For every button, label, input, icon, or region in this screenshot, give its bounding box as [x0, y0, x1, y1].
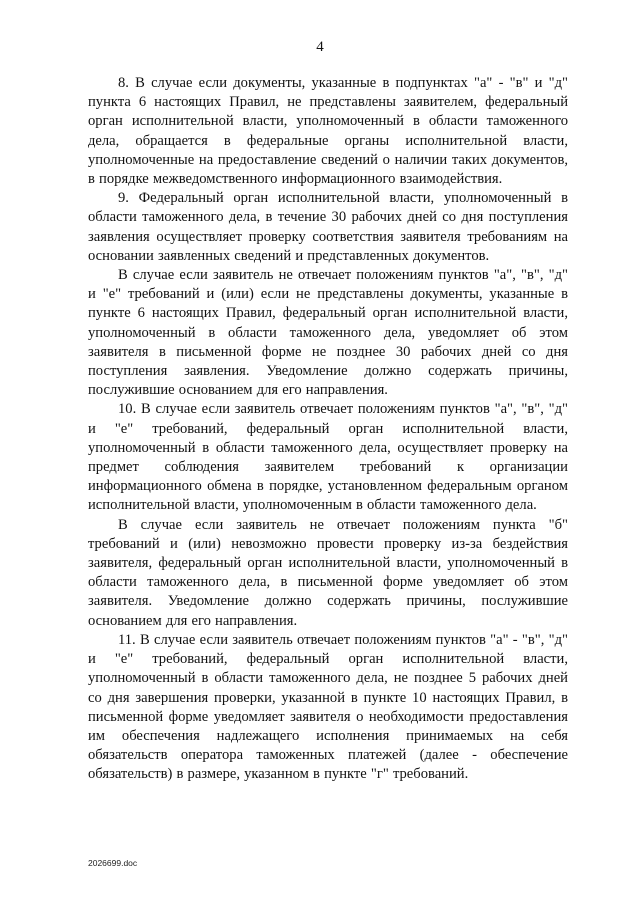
- paragraph-8: 8. В случае если документы, указанные в подпунктах "а" - "в" и "д" пункта 6 настоящих Правил, не представлены заявителем, федеральный орган исполнительной власти, уполномоченный в области таможенного дела, обращается в федеральные органы исполнительной власти, уполномоченные на предоставление сведений о наличии таких документов, в порядке межведомственного информационного взаимодействия.: [88, 75, 568, 188]
- file-name-footer: 2026699.doc: [88, 858, 138, 868]
- paragraph-9-notice: В случае если заявитель не отвечает положениям пунктов "а", "в", "д" и "е" требований и (или) если не представлены документы, указанные в пункте 6 настоящих Правил, федеральный орган исполнительной власти, уполномоченный в области таможенного дела, уведомляет об этом заявителя в письменной форме не позднее 30 рабочих дней со дня поступления заявления. Уведомление должно содержать причины, послужившие основанием для его направления.: [88, 267, 568, 399]
- page-number: 4: [316, 39, 324, 55]
- paragraph-10: 10. В случае если заявитель отвечает положениям пунктов "а", "в", "д" и "е" требований, федеральный орган исполнительной власти, уполномоченный в области таможенного дела, осуществляет проверку на предмет соблюдения заявителем требований к организации информационного обмена в порядке, установленном федеральным органом исполнительной власти, уполномоченным в области таможенного дела.: [88, 401, 568, 514]
- paragraph-11: 11. В случае если заявитель отвечает положениям пунктов "а" - "в", "д" и "е" требований, федеральный орган исполнительной власти, уполномоченный в области таможенного дела, не позднее 5 рабочих дней со дня завершения проверки, указанной в пункте 10 настоящих Правил, в письменной форме уведомляет заявителя о необходимости предоставления им обеспечения надлежащего исполнения принимаемых на себя обязательств оператора таможенных платежей (далее - обеспечение обязательств) в размере, указанном в пункте "г" требований.: [88, 631, 568, 783]
- document-body: [88, 74, 568, 785]
- paragraph-10-notice: В случае если заявитель не отвечает положениям пункта "б" требований и (или) невозможно провести проверку из-за бездействия заявителя, федеральный орган исполнительной власти, уполномоченный в области таможенного дела, в письменной форме уведомляет об этом заявителя. Уведомление должно содержать причины, послужившие основанием для его направления.: [88, 516, 568, 629]
- paragraph-9: 9. Федеральный орган исполнительной власти, уполномоченный в области таможенного дела, в течение 30 рабочих дней со дня поступления заявления осуществляет проверку соответствия заявителя требованиям на основании заявленных сведений и представленных документов.: [88, 190, 568, 264]
